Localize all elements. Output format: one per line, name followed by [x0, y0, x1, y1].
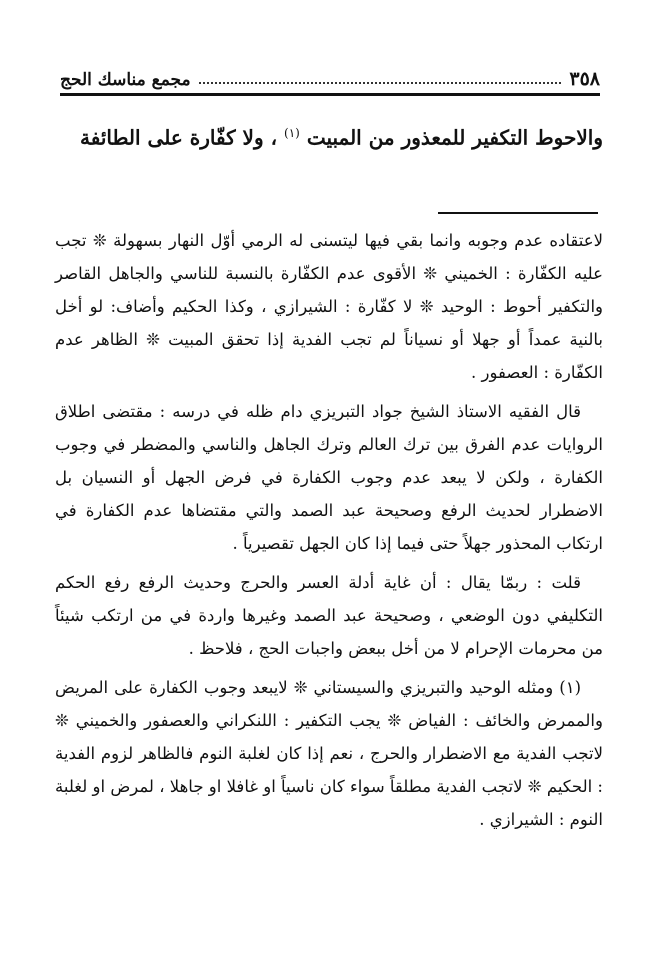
running-title: مجمع مناسك الحج: [60, 70, 191, 90]
header-dot-leader: [199, 82, 562, 84]
footnote-paragraph-2: قال الفقيه الاستاذ الشيخ جواد التبريزي دام ظله في درسه : مقتضى اطلاق الروايات عدم الفرق بين ترك العالم وترك الجاهل والناسي والمضطر في وجوب الكفارة ، ولكن لا يبعد عدم وجوب الكفارة في فرض الجهل أو النسيان بل الاضطرار لحديث الرفع وصحيحة عبد الصمد والتي مقتضاها عدم الكفارة في ارتكاب المحذور جهلاً حتى فيما إذا كان الجهل تقصيرياً .: [55, 402, 603, 553]
footnote-paragraph-4: (١) ومثله الوحيد والتبريزي والسيستاني ❊ لايبعد وجوب الكفارة على المريض والممرض والخائف : الفياض ❊ يجب التكفير : اللنكراني والعصفور والخميني ❊ لاتجب الفدية مع الاضطرار والحرج ، نعم إذا كان لغلبة النوم فالظاهر لزوم الفدية : الحكيم ❊ لاتجب الفدية مطلقاً سواء كان ناسياً او غافلا او جاهلا ، لمرض او لغلبة النوم : الشيرازي .: [55, 678, 603, 829]
main-text: [55, 112, 603, 159]
page-header: [60, 60, 600, 90]
header-rule: [60, 93, 600, 96]
footnote-paragraph-3: قلت : ربمّا يقال : أن غاية أدلة العسر والحرج وحديث الرفع رفع الحكم التكليفي دون الوضعي ، وصحيحة عبد الصمد وغيرها واردة في من ارتكب شيئاً من محرمات الإحرام لا من أخل ببعض واجبات الحج ، فلاحظ .: [55, 573, 603, 658]
footnotes: [55, 224, 603, 842]
main-text-part1: والاحوط التكفير للمعذور من المبيت: [306, 125, 603, 150]
main-text-part2: ، ولا كفّارة على الطائفة: [80, 125, 278, 150]
footnote-paragraph-1: لاعتقاده عدم وجوبه وانما بقي فيها ليتسنى له الرمي أوّل النهار بسهولة ❊ تجب عليه الكفّارة : الخميني ❊ الأقوى عدم الكفّارة بالنسبة للناسي والجاهل القاصر والتكفير أحوط : الوحيد ❊ لا كفّارة : الشيرازي ، وكذا الحكيم وأضاف: لو أخل بالنية عمداً أو جهلا أو نسياناً لم تجب الفدية إذا تحقق المبيت ❊ الظاهر عدم الكفّارة : العصفور .: [55, 231, 603, 382]
footnote-separator: [438, 212, 598, 214]
page-number: ٣٥٨: [569, 68, 600, 90]
footnote-ref: (١): [284, 126, 300, 140]
